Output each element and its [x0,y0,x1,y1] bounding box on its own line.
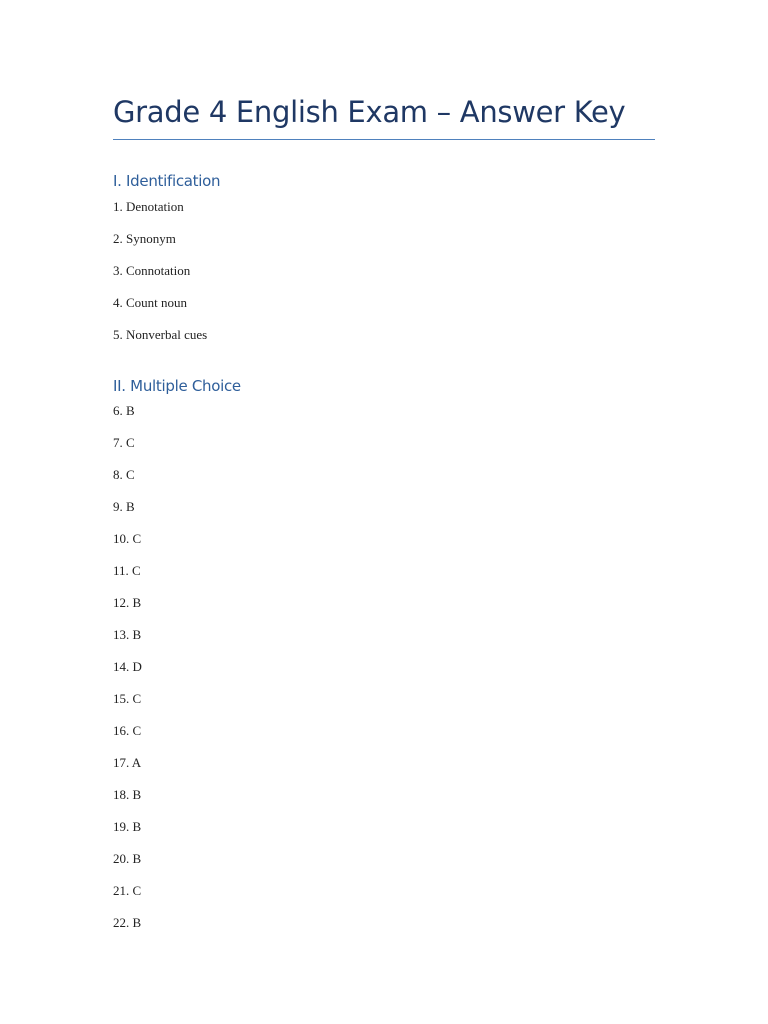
answer-item: 21. C [113,883,142,898]
section-heading-identification: I. Identification [113,172,221,190]
answer-item: 10. C [113,531,142,546]
answer-item: 15. C [113,691,142,706]
answer-item: 16. C [113,723,142,738]
page-title: Grade 4 English Exam – Answer Key [113,95,626,129]
answer-item: 7. C [113,435,135,450]
answer-item: 5. Nonverbal cues [113,327,208,342]
answer-item: 18. B [113,787,142,802]
answer-item: 17. A [113,755,142,770]
answer-item: 19. B [113,819,142,834]
answer-item: 1. Denotation [113,199,184,214]
answer-item: 22. B [113,915,142,930]
identification-answer-list [113,199,207,359]
multiple-choice-answer-list [113,403,142,947]
answer-item: 2. Synonym [113,231,176,246]
answer-item: 11. C [113,563,141,578]
answer-item: 13. B [113,627,142,642]
answer-item: 20. B [113,851,142,866]
answer-item: 12. B [113,595,142,610]
title-underline-divider [113,139,655,140]
answer-item: 4. Count noun [113,295,188,310]
answer-item: 3. Connotation [113,263,191,278]
section-heading-multiple-choice: II. Multiple Choice [113,377,241,395]
answer-item: 9. B [113,499,135,514]
answer-item: 8. C [113,467,135,482]
answer-item: 6. B [113,403,135,418]
answer-item: 14. D [113,659,142,674]
